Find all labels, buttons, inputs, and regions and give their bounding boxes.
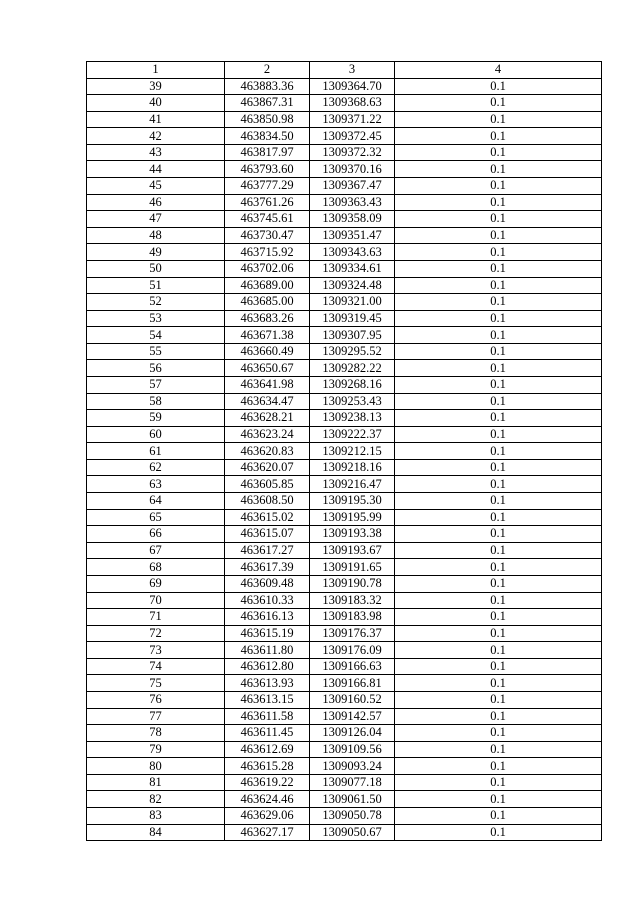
table-row [87, 725, 602, 742]
y-coordinate-cell: 1309324.48 [310, 277, 395, 294]
y-coordinate-cell: 1309364.70 [310, 78, 395, 95]
y-coordinate-cell: 1309126.04 [310, 725, 395, 742]
point-number-cell: 51 [87, 277, 225, 294]
x-coordinate-cell: 463608.50 [225, 493, 310, 510]
x-coordinate-cell: 463793.60 [225, 161, 310, 178]
point-number-cell: 77 [87, 708, 225, 725]
point-number-cell: 42 [87, 128, 225, 145]
value-cell: 0.1 [395, 211, 602, 228]
table-row [87, 791, 602, 808]
y-coordinate-cell: 1309190.78 [310, 575, 395, 592]
value-cell: 0.1 [395, 559, 602, 576]
value-cell: 0.1 [395, 542, 602, 559]
value-cell: 0.1 [395, 493, 602, 510]
value-cell: 0.1 [395, 95, 602, 112]
x-coordinate-cell: 463612.80 [225, 658, 310, 675]
table-row [87, 194, 602, 211]
x-coordinate-cell: 463817.97 [225, 144, 310, 161]
x-coordinate-cell: 463624.46 [225, 791, 310, 808]
point-number-cell: 53 [87, 310, 225, 327]
value-cell: 0.1 [395, 310, 602, 327]
header-cell-2: 2 [225, 62, 310, 79]
table-row [87, 493, 602, 510]
y-coordinate-cell: 1309093.24 [310, 758, 395, 775]
table-row [87, 575, 602, 592]
y-coordinate-cell: 1309176.09 [310, 642, 395, 659]
x-coordinate-cell: 463615.19 [225, 625, 310, 642]
x-coordinate-cell: 463627.17 [225, 824, 310, 841]
y-coordinate-cell: 1309050.78 [310, 808, 395, 825]
table-row [87, 310, 602, 327]
y-coordinate-cell: 1309212.15 [310, 443, 395, 460]
x-coordinate-cell: 463619.22 [225, 774, 310, 791]
x-coordinate-cell: 463834.50 [225, 128, 310, 145]
header-cell-4: 4 [395, 62, 602, 79]
header-cell-3: 3 [310, 62, 395, 79]
table-header [87, 62, 602, 79]
value-cell: 0.1 [395, 178, 602, 195]
table-body [87, 78, 602, 841]
point-number-cell: 41 [87, 111, 225, 128]
value-cell: 0.1 [395, 642, 602, 659]
x-coordinate-cell: 463867.31 [225, 95, 310, 112]
value-cell: 0.1 [395, 509, 602, 526]
y-coordinate-cell: 1309367.47 [310, 178, 395, 195]
value-cell: 0.1 [395, 758, 602, 775]
x-coordinate-cell: 463612.69 [225, 741, 310, 758]
value-cell: 0.1 [395, 277, 602, 294]
value-cell: 0.1 [395, 393, 602, 410]
x-coordinate-cell: 463615.07 [225, 526, 310, 543]
y-coordinate-cell: 1309166.63 [310, 658, 395, 675]
value-cell: 0.1 [395, 691, 602, 708]
y-coordinate-cell: 1309238.13 [310, 410, 395, 427]
point-number-cell: 55 [87, 343, 225, 360]
y-coordinate-cell: 1309268.16 [310, 376, 395, 393]
x-coordinate-cell: 463628.21 [225, 410, 310, 427]
table-row [87, 691, 602, 708]
table-row [87, 78, 602, 95]
value-cell: 0.1 [395, 360, 602, 377]
table-row [87, 393, 602, 410]
y-coordinate-cell: 1309282.22 [310, 360, 395, 377]
y-coordinate-cell: 1309321.00 [310, 294, 395, 311]
x-coordinate-cell: 463683.26 [225, 310, 310, 327]
table-row [87, 708, 602, 725]
point-number-cell: 46 [87, 194, 225, 211]
table-row [87, 658, 602, 675]
table-row [87, 161, 602, 178]
table-row [87, 526, 602, 543]
x-coordinate-cell: 463615.02 [225, 509, 310, 526]
x-coordinate-cell: 463616.13 [225, 609, 310, 626]
x-coordinate-cell: 463611.80 [225, 642, 310, 659]
value-cell: 0.1 [395, 410, 602, 427]
x-coordinate-cell: 463671.38 [225, 327, 310, 344]
table-row [87, 360, 602, 377]
value-cell: 0.1 [395, 294, 602, 311]
x-coordinate-cell: 463615.28 [225, 758, 310, 775]
point-number-cell: 43 [87, 144, 225, 161]
point-number-cell: 74 [87, 658, 225, 675]
value-cell: 0.1 [395, 161, 602, 178]
table-row [87, 277, 602, 294]
point-number-cell: 40 [87, 95, 225, 112]
y-coordinate-cell: 1309370.16 [310, 161, 395, 178]
value-cell: 0.1 [395, 327, 602, 344]
point-number-cell: 79 [87, 741, 225, 758]
value-cell: 0.1 [395, 741, 602, 758]
table-row [87, 542, 602, 559]
table-row [87, 808, 602, 825]
table-row [87, 128, 602, 145]
y-coordinate-cell: 1309061.50 [310, 791, 395, 808]
y-coordinate-cell: 1309176.37 [310, 625, 395, 642]
x-coordinate-cell: 463623.24 [225, 426, 310, 443]
y-coordinate-cell: 1309253.43 [310, 393, 395, 410]
x-coordinate-cell: 463685.00 [225, 294, 310, 311]
table-row [87, 625, 602, 642]
y-coordinate-cell: 1309319.45 [310, 310, 395, 327]
table-row [87, 592, 602, 609]
table-row [87, 343, 602, 360]
y-coordinate-cell: 1309372.45 [310, 128, 395, 145]
y-coordinate-cell: 1309077.18 [310, 774, 395, 791]
y-coordinate-cell: 1309193.38 [310, 526, 395, 543]
value-cell: 0.1 [395, 791, 602, 808]
y-coordinate-cell: 1309368.63 [310, 95, 395, 112]
x-coordinate-cell: 463620.83 [225, 443, 310, 460]
point-number-cell: 45 [87, 178, 225, 195]
point-number-cell: 65 [87, 509, 225, 526]
table-row [87, 609, 602, 626]
point-number-cell: 62 [87, 459, 225, 476]
table-row [87, 178, 602, 195]
point-number-cell: 81 [87, 774, 225, 791]
table-row [87, 642, 602, 659]
x-coordinate-cell: 463715.92 [225, 244, 310, 261]
value-cell: 0.1 [395, 459, 602, 476]
table-row [87, 774, 602, 791]
table-row [87, 459, 602, 476]
x-coordinate-cell: 463850.98 [225, 111, 310, 128]
value-cell: 0.1 [395, 808, 602, 825]
value-cell: 0.1 [395, 774, 602, 791]
point-number-cell: 84 [87, 824, 225, 841]
y-coordinate-cell: 1309371.22 [310, 111, 395, 128]
y-coordinate-cell: 1309191.65 [310, 559, 395, 576]
y-coordinate-cell: 1309295.52 [310, 343, 395, 360]
point-number-cell: 63 [87, 476, 225, 493]
value-cell: 0.1 [395, 144, 602, 161]
x-coordinate-cell: 463777.29 [225, 178, 310, 195]
value-cell: 0.1 [395, 675, 602, 692]
point-number-cell: 71 [87, 609, 225, 626]
y-coordinate-cell: 1309351.47 [310, 227, 395, 244]
point-number-cell: 48 [87, 227, 225, 244]
y-coordinate-cell: 1309193.67 [310, 542, 395, 559]
y-coordinate-cell: 1309334.61 [310, 260, 395, 277]
x-coordinate-cell: 463610.33 [225, 592, 310, 609]
value-cell: 0.1 [395, 526, 602, 543]
point-number-cell: 64 [87, 493, 225, 510]
table-row [87, 824, 602, 841]
value-cell: 0.1 [395, 376, 602, 393]
x-coordinate-cell: 463620.07 [225, 459, 310, 476]
table-row [87, 211, 602, 228]
x-coordinate-cell: 463689.00 [225, 277, 310, 294]
table-row [87, 410, 602, 427]
point-number-cell: 76 [87, 691, 225, 708]
point-number-cell: 47 [87, 211, 225, 228]
point-number-cell: 83 [87, 808, 225, 825]
value-cell: 0.1 [395, 443, 602, 460]
value-cell: 0.1 [395, 426, 602, 443]
point-number-cell: 39 [87, 78, 225, 95]
value-cell: 0.1 [395, 260, 602, 277]
y-coordinate-cell: 1309166.81 [310, 675, 395, 692]
table-row [87, 509, 602, 526]
value-cell: 0.1 [395, 476, 602, 493]
point-number-cell: 72 [87, 625, 225, 642]
x-coordinate-cell: 463613.15 [225, 691, 310, 708]
y-coordinate-cell: 1309343.63 [310, 244, 395, 261]
point-number-cell: 57 [87, 376, 225, 393]
header-row [87, 62, 602, 79]
y-coordinate-cell: 1309307.95 [310, 327, 395, 344]
table-row [87, 559, 602, 576]
y-coordinate-cell: 1309160.52 [310, 691, 395, 708]
value-cell: 0.1 [395, 343, 602, 360]
value-cell: 0.1 [395, 725, 602, 742]
value-cell: 0.1 [395, 708, 602, 725]
y-coordinate-cell: 1309363.43 [310, 194, 395, 211]
x-coordinate-cell: 463605.85 [225, 476, 310, 493]
point-number-cell: 69 [87, 575, 225, 592]
x-coordinate-cell: 463730.47 [225, 227, 310, 244]
table-row [87, 294, 602, 311]
table-row [87, 95, 602, 112]
table-row [87, 327, 602, 344]
point-number-cell: 67 [87, 542, 225, 559]
point-number-cell: 54 [87, 327, 225, 344]
x-coordinate-cell: 463702.06 [225, 260, 310, 277]
y-coordinate-cell: 1309195.99 [310, 509, 395, 526]
x-coordinate-cell: 463611.45 [225, 725, 310, 742]
value-cell: 0.1 [395, 824, 602, 841]
table-row [87, 476, 602, 493]
x-coordinate-cell: 463660.49 [225, 343, 310, 360]
y-coordinate-cell: 1309183.32 [310, 592, 395, 609]
value-cell: 0.1 [395, 592, 602, 609]
y-coordinate-cell: 1309109.56 [310, 741, 395, 758]
value-cell: 0.1 [395, 227, 602, 244]
table-row [87, 426, 602, 443]
x-coordinate-cell: 463629.06 [225, 808, 310, 825]
x-coordinate-cell: 463609.48 [225, 575, 310, 592]
point-number-cell: 73 [87, 642, 225, 659]
table-row [87, 111, 602, 128]
value-cell: 0.1 [395, 575, 602, 592]
point-number-cell: 50 [87, 260, 225, 277]
point-number-cell: 59 [87, 410, 225, 427]
table-row [87, 376, 602, 393]
table-row [87, 144, 602, 161]
x-coordinate-cell: 463634.47 [225, 393, 310, 410]
y-coordinate-cell: 1309358.09 [310, 211, 395, 228]
x-coordinate-cell: 463745.61 [225, 211, 310, 228]
y-coordinate-cell: 1309183.98 [310, 609, 395, 626]
x-coordinate-cell: 463617.27 [225, 542, 310, 559]
point-number-cell: 52 [87, 294, 225, 311]
value-cell: 0.1 [395, 609, 602, 626]
x-coordinate-cell: 463641.98 [225, 376, 310, 393]
y-coordinate-cell: 1309222.37 [310, 426, 395, 443]
x-coordinate-cell: 463761.26 [225, 194, 310, 211]
point-number-cell: 80 [87, 758, 225, 775]
x-coordinate-cell: 463617.39 [225, 559, 310, 576]
table-row [87, 758, 602, 775]
value-cell: 0.1 [395, 658, 602, 675]
header-cell-1: 1 [87, 62, 225, 79]
table-row [87, 260, 602, 277]
point-number-cell: 75 [87, 675, 225, 692]
point-number-cell: 82 [87, 791, 225, 808]
value-cell: 0.1 [395, 625, 602, 642]
value-cell: 0.1 [395, 128, 602, 145]
table-row [87, 443, 602, 460]
x-coordinate-cell: 463611.58 [225, 708, 310, 725]
table-row [87, 227, 602, 244]
x-coordinate-cell: 463650.67 [225, 360, 310, 377]
point-number-cell: 58 [87, 393, 225, 410]
point-number-cell: 56 [87, 360, 225, 377]
table-row [87, 244, 602, 261]
y-coordinate-cell: 1309195.30 [310, 493, 395, 510]
point-number-cell: 44 [87, 161, 225, 178]
y-coordinate-cell: 1309216.47 [310, 476, 395, 493]
value-cell: 0.1 [395, 244, 602, 261]
y-coordinate-cell: 1309218.16 [310, 459, 395, 476]
point-number-cell: 70 [87, 592, 225, 609]
value-cell: 0.1 [395, 111, 602, 128]
value-cell: 0.1 [395, 78, 602, 95]
table-row [87, 675, 602, 692]
y-coordinate-cell: 1309372.32 [310, 144, 395, 161]
point-number-cell: 61 [87, 443, 225, 460]
point-number-cell: 78 [87, 725, 225, 742]
x-coordinate-cell: 463613.93 [225, 675, 310, 692]
x-coordinate-cell: 463883.36 [225, 78, 310, 95]
point-number-cell: 68 [87, 559, 225, 576]
value-cell: 0.1 [395, 194, 602, 211]
table-row [87, 741, 602, 758]
point-number-cell: 49 [87, 244, 225, 261]
y-coordinate-cell: 1309050.67 [310, 824, 395, 841]
point-number-cell: 66 [87, 526, 225, 543]
point-number-cell: 60 [87, 426, 225, 443]
coordinates-table [86, 61, 602, 841]
y-coordinate-cell: 1309142.57 [310, 708, 395, 725]
